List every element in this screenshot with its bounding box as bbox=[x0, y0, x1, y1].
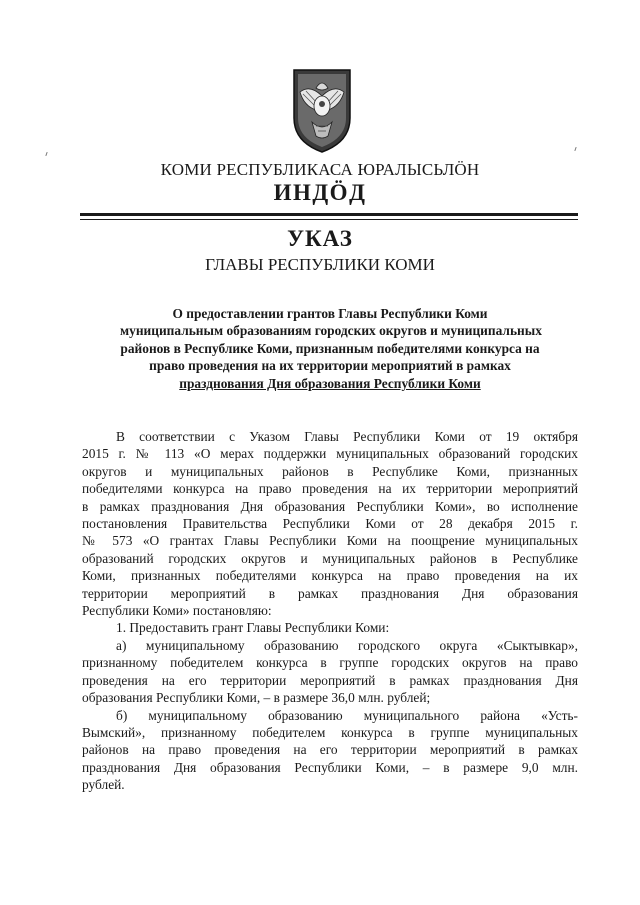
header-divider-thick bbox=[80, 213, 578, 216]
body-line: рублей. bbox=[82, 777, 125, 793]
body-line: территории мероприятий в рамках празднования Дня образования bbox=[82, 585, 578, 601]
body-line: Республики Коми» постановляю: bbox=[82, 603, 272, 619]
organization-name: КОМИ РЕСПУБЛИКАСА ЮРАЛЫСЬЛӦН bbox=[160, 160, 480, 179]
body-line: празднования Дня образования Республики Коми, – в размере 9,0 млн. bbox=[82, 759, 578, 775]
document-issuer: ГЛАВЫ РЕСПУБЛИКИ КОМИ bbox=[205, 255, 435, 274]
coat-of-arms-icon bbox=[290, 66, 354, 154]
body-line: 1. Предоставить грант Главы Республики Коми: bbox=[116, 620, 390, 636]
body-line: округов и муниципальных районов в Республике Коми, признанных bbox=[82, 463, 578, 479]
title-line: районов в Республике Коми, признанным победителями конкурса на bbox=[120, 340, 540, 356]
title-line: право проведения на их территории мероприятий в рамках bbox=[149, 358, 511, 374]
body-line: победителями конкурса на право проведения на их территории мероприятий bbox=[82, 481, 578, 497]
document-type-komi: ИНДӦД bbox=[273, 180, 367, 205]
body-line: Коми, признанных победителями конкурса на право проведения на их bbox=[82, 568, 578, 584]
decree-title bbox=[120, 305, 540, 392]
body-line: б) муниципальному образованию муниципального района «Усть- bbox=[116, 707, 578, 723]
title-line: муниципальным образованиям городских округов и муниципальных bbox=[120, 323, 542, 339]
body-line: а) муниципальному образованию городского округа «Сыктывкар», bbox=[116, 637, 578, 653]
document-type: УКАЗ bbox=[287, 226, 353, 251]
title-line: О предоставлении грантов Главы Республики Коми bbox=[172, 306, 488, 321]
body-line: № 573 «О грантах Главы Республики Коми на поощрение муниципальных bbox=[82, 533, 578, 549]
header-divider-thin bbox=[80, 219, 578, 220]
decree-body bbox=[82, 428, 578, 794]
body-line: постановления Правительства Республики Коми от 28 декабря 2015 г. bbox=[82, 516, 578, 532]
scan-speck bbox=[574, 147, 576, 151]
body-line: Вымский», признанному победителем конкурса в группе муниципальных bbox=[82, 724, 578, 740]
body-line: признанному победителем конкурса в группе городских округов на право bbox=[82, 655, 578, 671]
body-line: В соответствии с Указом Главы Республики Коми от 19 октября bbox=[116, 429, 578, 444]
scan-speck bbox=[45, 152, 47, 156]
body-line: в рамках празднования Дня образования Республики Коми», во исполнение bbox=[82, 498, 578, 514]
title-line: празднования Дня образования Республики Коми bbox=[179, 375, 481, 391]
body-line: районов на право проведения на его территории мероприятий в рамках bbox=[82, 742, 578, 758]
body-line: 2015 г. № 113 «О мерах поддержки муниципальных образований городских bbox=[82, 446, 578, 462]
body-line: образований городских округов и муниципальных районов в Республике bbox=[82, 550, 578, 566]
body-line: проведения на его территории мероприятий в рамках празднования Дня bbox=[82, 672, 578, 688]
body-line: образования Республики Коми, – в размере 36,0 млн. рублей; bbox=[82, 690, 431, 706]
